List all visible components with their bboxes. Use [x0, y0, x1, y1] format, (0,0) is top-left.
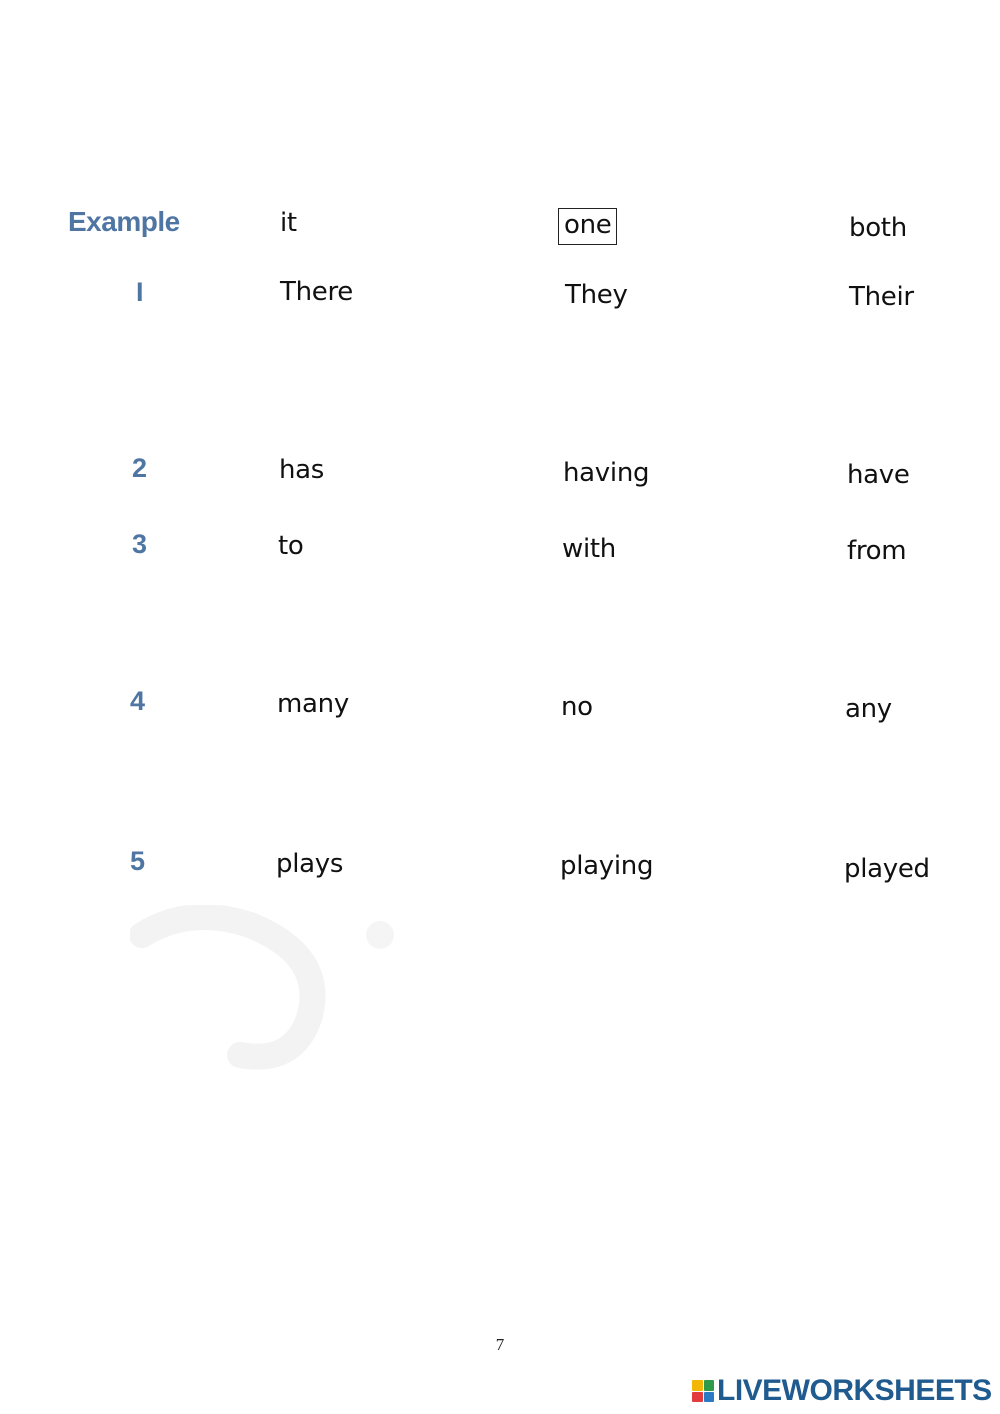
- option-1-a[interactable]: There: [280, 277, 353, 307]
- option-5-b[interactable]: playing: [560, 851, 654, 881]
- row-label-1: I: [136, 277, 144, 307]
- option-5-a[interactable]: plays: [276, 849, 344, 879]
- row-label-2: 2: [132, 453, 148, 483]
- option-3-a[interactable]: to: [278, 531, 304, 561]
- row-label-5: 5: [130, 846, 146, 876]
- brand-name: LIVEWORKSHEETS: [717, 1374, 992, 1407]
- option-3-c[interactable]: from: [847, 536, 907, 566]
- liveworksheets-logo-icon: [692, 1380, 714, 1402]
- option-example-a[interactable]: it: [280, 208, 297, 238]
- option-1-c[interactable]: Their: [849, 282, 914, 312]
- option-1-b[interactable]: They: [565, 280, 628, 310]
- liveworksheets-brand[interactable]: [692, 1374, 992, 1408]
- option-5-c[interactable]: played: [844, 854, 930, 884]
- watermark-graphic: [130, 905, 410, 1075]
- option-4-a[interactable]: many: [277, 689, 349, 719]
- row-label-4: 4: [130, 686, 146, 716]
- page-number: 7: [495, 1335, 505, 1354]
- option-2-a[interactable]: has: [279, 455, 325, 485]
- option-example-c[interactable]: both: [849, 213, 907, 243]
- option-2-b[interactable]: having: [563, 458, 650, 488]
- row-label-example: Example: [68, 206, 180, 237]
- option-4-b[interactable]: no: [561, 692, 593, 722]
- option-3-b[interactable]: with: [562, 534, 616, 564]
- option-2-c[interactable]: have: [847, 460, 910, 490]
- option-4-c[interactable]: any: [845, 694, 892, 724]
- row-label-3: 3: [132, 529, 148, 559]
- option-example-b-selected[interactable]: one: [558, 208, 617, 245]
